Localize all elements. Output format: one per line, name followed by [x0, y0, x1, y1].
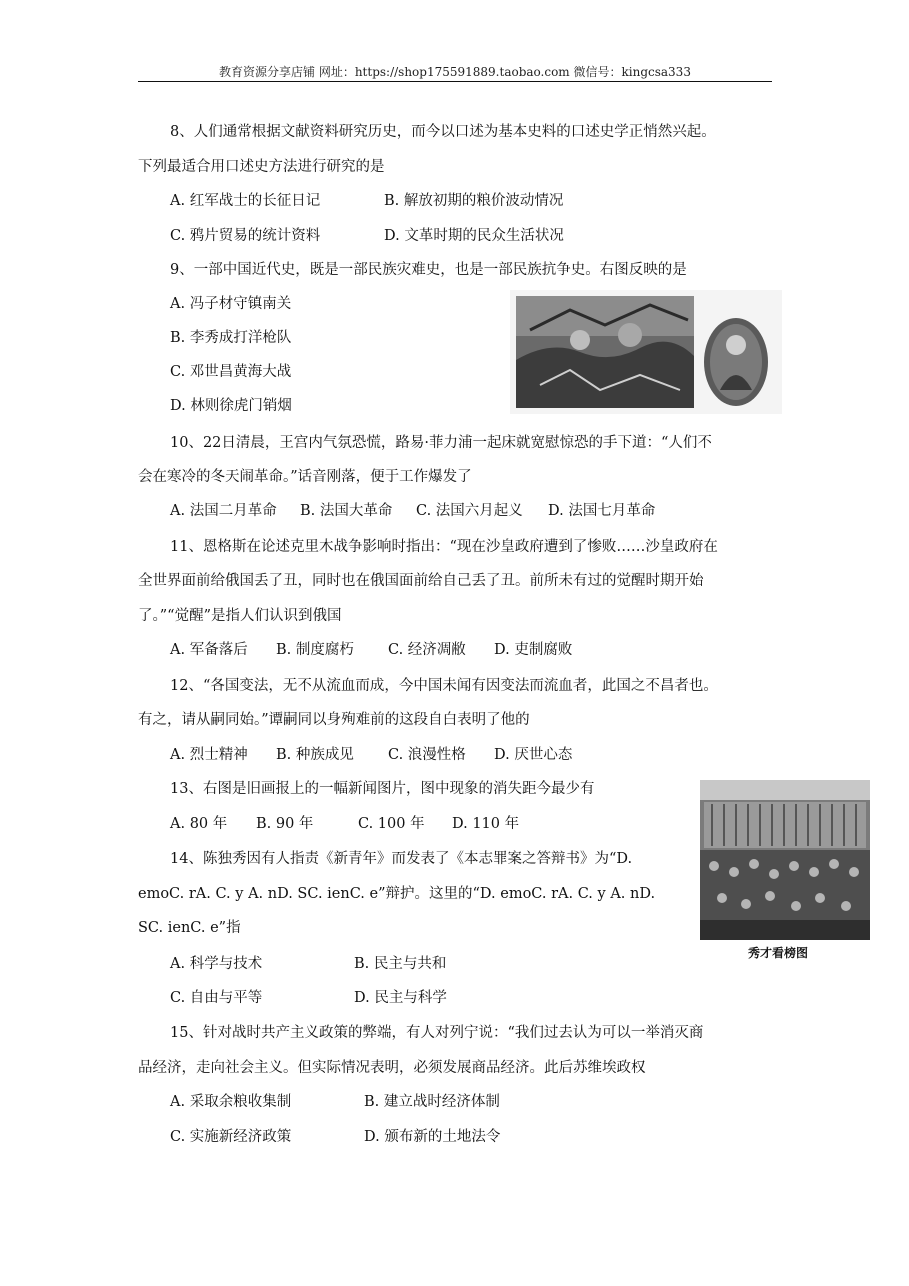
- q11-option-b: B. 制度腐朽: [276, 642, 354, 658]
- q9-option-b: B. 李秀成打洋枪队: [170, 330, 292, 346]
- q8-option-b: B. 解放初期的粮价波动情况: [384, 193, 564, 209]
- q8-stem-line1: 8、人们通常根据文献资料研究历史，而今以口述为基本史料的口述史学正悄然兴起。: [170, 124, 716, 140]
- q11-stem-line1: 11、恩格斯在论述克里木战争影响时指出：“现在沙皇政府遭到了惨败……沙皇政府在: [170, 539, 718, 555]
- q13-news-illustration: [700, 780, 870, 940]
- q13-option-a: A. 80 年: [170, 816, 228, 832]
- q10-option-d: D. 法国七月革命: [548, 503, 656, 519]
- q9-option-d: D. 林则徐虎门销烟: [170, 398, 292, 414]
- header-divider: [138, 81, 772, 82]
- q14-option-b: B. 民主与共和: [354, 956, 447, 972]
- q10-option-c: C. 法国六月起义: [416, 503, 523, 519]
- q13-option-c: C. 100 年: [358, 816, 425, 832]
- q14-stem-line3: SC. ienC. e”指: [138, 920, 241, 936]
- q10-stem-line1: 10、22日清晨，王宫内气氛恐慌，路易·菲力浦一起床就宽慰惊恐的手下道：“人们不: [170, 435, 712, 451]
- q10-stem-line2: 会在寒冷的冬天闹革命。”话音刚落，便于工作爆发了: [138, 469, 472, 485]
- q15-option-d: D. 颁布新的土地法令: [364, 1129, 501, 1145]
- q11-option-a: A. 军备落后: [170, 642, 248, 658]
- q10-option-b: B. 法国大革命: [300, 503, 393, 519]
- q9-stem-line1: 9、一部中国近代史，既是一部民族灾难史，也是一部民族抗争史。右图反映的是: [170, 262, 687, 278]
- q14-stem-line2: emoC. rA. C. y A. nD. SC. ienC. e”辩护。这里的“D. emoC. rA. C. y A. nD.: [138, 886, 656, 902]
- q12-option-a: A. 烈士精神: [170, 747, 248, 763]
- q13-option-b: B. 90 年: [256, 816, 314, 832]
- q14-stem-line1: 14、陈独秀因有人指责《新青年》而发表了《本志罪案之答辩书》为“D.: [170, 851, 633, 867]
- q12-stem-line1: 12、“各国变法，无不从流血而成，今中国未闻有因变法而流血者，此国之不昌者也。: [170, 678, 718, 694]
- q12-option-d: D. 厌世心态: [494, 747, 573, 763]
- q13-figure-caption: 秀才看榜图: [748, 946, 809, 960]
- q12-option-b: B. 种族成见: [276, 747, 354, 763]
- q15-stem-line2: 品经济，走向社会主义。但实际情况表明，必须发展商品经济。此后苏维埃政权: [138, 1060, 646, 1076]
- page-header: 教育资源分享店铺 网址：https://shop175591889.taobao.com 微信号：kingcsa333: [219, 65, 691, 79]
- q8-option-c: C. 鸦片贸易的统计资料: [170, 228, 321, 244]
- q8-option-a: A. 红军战士的长征日记: [170, 193, 321, 209]
- q14-option-d: D. 民主与科学: [354, 990, 447, 1006]
- q10-option-a: A. 法国二月革命: [170, 503, 277, 519]
- q8-option-d: D. 文革时期的民众生活状况: [384, 228, 564, 244]
- q15-option-c: C. 实施新经济政策: [170, 1129, 292, 1145]
- q9-option-c: C. 邓世昌黄海大战: [170, 364, 292, 380]
- q13-stem-line1: 13、右图是旧画报上的一幅新闻图片，图中现象的消失距今最少有: [170, 781, 595, 797]
- q11-stem-line2: 全世界面前给俄国丢了丑，同时也在俄国面前给自己丢了丑。前所未有过的觉醒时期开始: [138, 573, 704, 589]
- q9-battle-illustration: [510, 290, 782, 414]
- q9-option-a: A. 冯子材守镇南关: [170, 296, 292, 312]
- q14-option-c: C. 自由与平等: [170, 990, 263, 1006]
- q11-stem-line3: 了。”“觉醒”是指人们认识到俄国: [138, 608, 342, 624]
- q8-stem-line2: 下列最适合用口述史方法进行研究的是: [138, 159, 385, 175]
- q12-stem-line2: 有之，请从嗣同始。”谭嗣同以身殉难前的这段自白表明了他的: [138, 712, 530, 728]
- q11-option-d: D. 吏制腐败: [494, 642, 573, 658]
- q15-option-b: B. 建立战时经济体制: [364, 1094, 500, 1110]
- q12-option-c: C. 浪漫性格: [388, 747, 466, 763]
- q14-option-a: A. 科学与技术: [170, 956, 263, 972]
- q13-option-d: D. 110 年: [452, 816, 520, 832]
- q15-stem-line1: 15、针对战时共产主义政策的弊端，有人对列宁说：“我们过去认为可以一举消灭商: [170, 1025, 704, 1041]
- q15-option-a: A. 采取余粮收集制: [170, 1094, 292, 1110]
- q11-option-c: C. 经济凋敝: [388, 642, 466, 658]
